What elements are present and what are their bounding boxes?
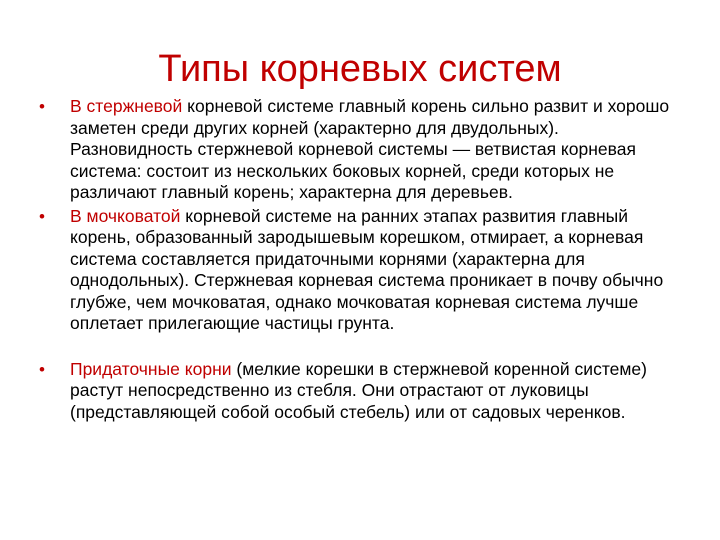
bullet-item xyxy=(30,96,680,204)
bullet-text: корневой системе на ранних этапах развития главный корень, образованный зародышевым корешком, отмирает, а корневая система составляется придаточными корнями (характерна для однодольных). Стержневая корневая система проникает в почву обычно глубже, чем мочковатая, однако мочковатая корневая система лучше оплетает прилегающие частицы грунта. xyxy=(70,205,664,333)
bullet-list xyxy=(30,96,680,425)
bullet-item xyxy=(30,359,680,424)
bullet-term: В стержневой xyxy=(70,96,183,116)
slide-title: Типы корневых систем xyxy=(158,48,562,90)
bullet-text: (мелкие корешки в стержневой коренной системе) растут непосредственно из стебля. Они отрастают от луковицы (представляющей собой особый стебель) или от садовых черенков. xyxy=(70,358,647,422)
bullet-term: Придаточные корни xyxy=(70,358,232,379)
bullet-icon: • xyxy=(39,206,45,226)
bullet-term: В мочковатой xyxy=(70,205,181,226)
bullet-icon: • xyxy=(39,97,45,116)
bullet-text: корневой системе главный корень сильно развит и хорошо заметен среди других корней (характерно для двудольных). Разновидность стержневой корневой системы — ветвистая корневая система: состоит из нескольких боковых корней, среди которых не различают главный корень; характерна для деревьев. xyxy=(70,96,670,202)
bullet-item xyxy=(30,206,680,335)
bullet-icon: • xyxy=(39,359,45,379)
